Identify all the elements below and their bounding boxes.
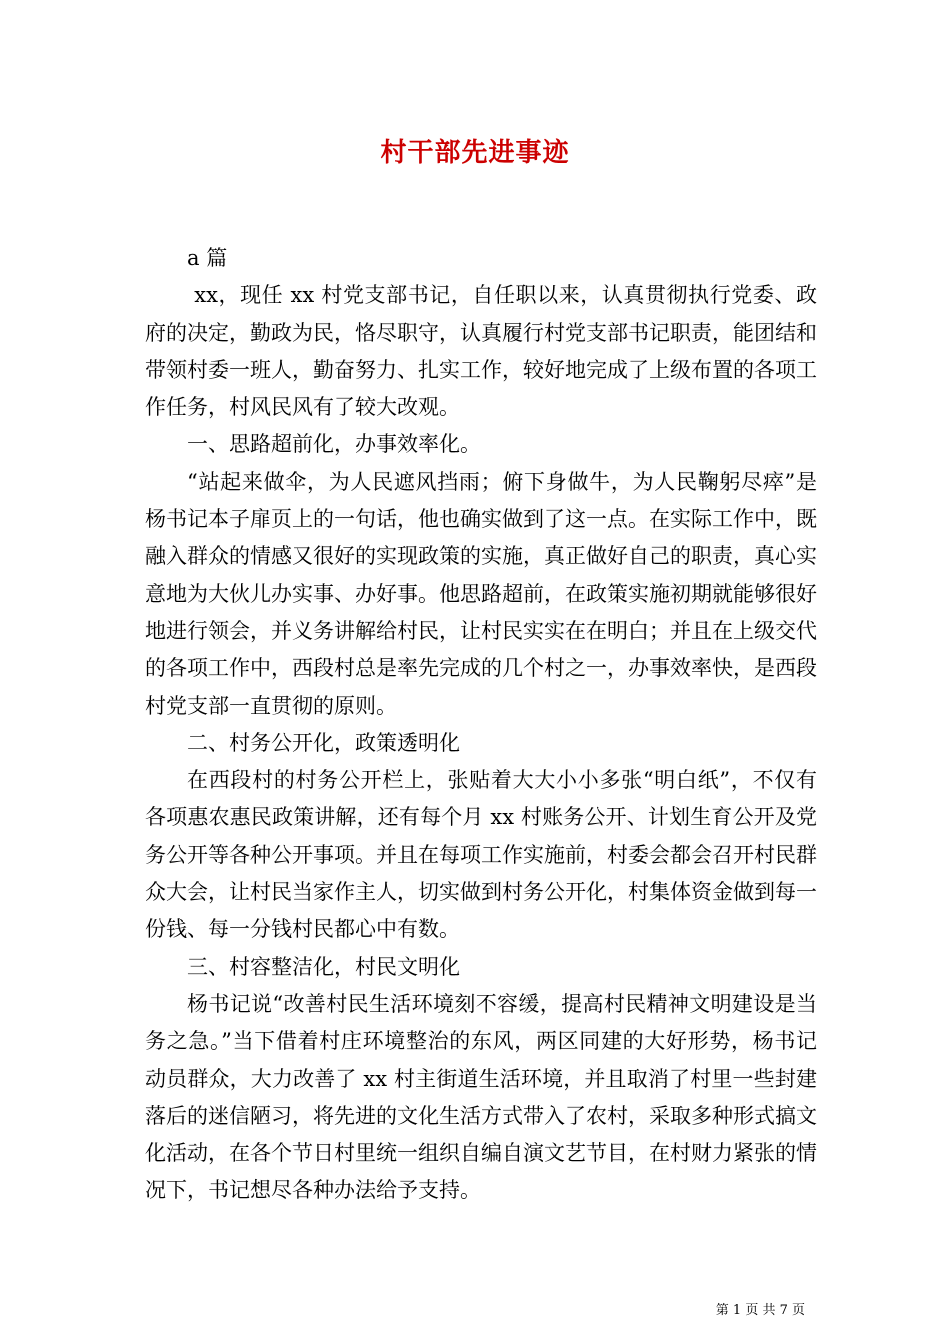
page-number: 第 1 页 共 7 页 [715,1303,805,1318]
paragraph-2: 在西段村的村务公开栏上，张贴着大大小小多张“明白纸”，不仅有各项惠农惠民政策讲解，还有每个月 xx 村账务公开、计划生育公开及党务公开等各种公开事项。并且在每项工作实施前，村委会都会召开村民群众大会，让村民当家作主人，切实做到村务公开化，村集体资金做到每一份钱、每一分钱村民都心中有数。 [145,768,817,942]
heading-1: 一、思路超前化，办事效率化。 [187,432,481,457]
paragraph-intro: xx，现任 xx 村党支部书记，自任职以来，认真贯彻执行党委、政府的决定，勤政为民，恪尽职守，认真履行村党支部书记职责，能团结和带领村委一班人，勤奋努力、扎实工作，较好地完成了上级布置的各项工作任务，村风民风有了较大改观。 [145,283,817,420]
section-label: a 篇 [187,246,228,270]
paragraph-1: “站起来做伞，为人民遮风挡雨；俯下身做牛，为人民鞠躬尽瘁”是杨书记本子扉页上的一句话，他也确实做到了这一点。在实际工作中，既融入群众的情感又很好的实现政策的实施，真正做好自己的职责，真心实意地为大伙儿办实事、办好事。他思路超前，在政策实施初期就能够很好地进行领会，并义务讲解给村民，让村民实实在在明白；并且在上级交代的各项工作中，西段村总是率先完成的几个村之一，办事效率快，是西段村党支部一直贯彻的原则。 [145,469,817,718]
paragraph-3: 杨书记说“改善村民生活环境刻不容缓，提高村民精神文明建设是当务之急。”当下借着村庄环境整治的东风，两区同建的大好形势，杨书记动员群众，大力改善了 xx 村主街道生活环境，并且取消了村里一些封建落后的迷信陋习，将先进的文化生活方式带入了农村，采取多种形式搞文化活动，在各个节日村里统一组织自编自演文艺节目，在村财力紧张的情况下，书记想尽各种办法给予支持。 [145,991,817,1203]
heading-2: 二、村务公开化，政策透明化 [187,730,460,755]
document-title: 村干部先进事迹 [380,138,570,168]
heading-3: 三、村容整洁化，村民文明化 [187,954,460,979]
document-body [145,240,817,1210]
